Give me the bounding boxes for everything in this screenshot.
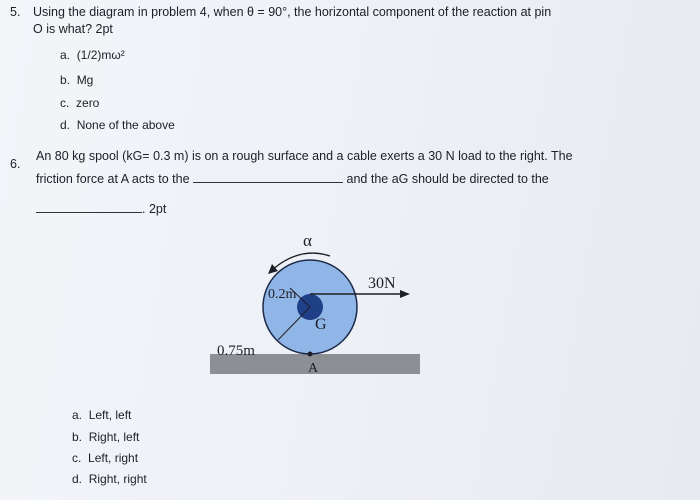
contact-point-A bbox=[308, 352, 313, 357]
option-text: Right, left bbox=[88, 430, 140, 444]
option-text: None of the above bbox=[76, 118, 175, 132]
q6-number: 6. bbox=[10, 157, 21, 171]
q6-option-d[interactable] bbox=[72, 472, 147, 486]
option-text: (1/2)mω² bbox=[76, 48, 125, 62]
q6-option-b[interactable] bbox=[72, 430, 139, 444]
q6-text-line2-start: friction force at A acts to the bbox=[36, 172, 190, 186]
option-letter: c. bbox=[60, 96, 70, 110]
force-arrowhead bbox=[400, 290, 410, 298]
option-letter: d. bbox=[72, 472, 83, 486]
alpha-arrowhead bbox=[268, 264, 278, 274]
q6-text-line2-end: and the aG should be directed to the bbox=[346, 172, 549, 186]
option-text: zero bbox=[76, 96, 100, 110]
q6-option-c[interactable] bbox=[72, 451, 138, 465]
option-text: Left, right bbox=[88, 451, 139, 465]
center-label-G: G bbox=[315, 316, 327, 333]
option-text: Mg bbox=[76, 73, 94, 87]
q6-text-line1: An 80 kg spool (kG= 0.3 m) is on a rough surface and a cable exerts a 30 N load to the right. The bbox=[36, 149, 573, 163]
inner-radius-label: 0.2m bbox=[268, 287, 297, 302]
option-text: Right, right bbox=[88, 472, 147, 486]
q5-text-line1: Using the diagram in problem 4, when θ = 90°, the horizontal component of the reaction at pin bbox=[33, 5, 552, 19]
force-label: 30N bbox=[368, 275, 396, 292]
option-letter: c. bbox=[72, 451, 82, 465]
q6-points: . 2pt bbox=[142, 202, 167, 216]
option-letter: b. bbox=[60, 73, 71, 87]
q5-text-line2: O is what? 2pt bbox=[33, 22, 113, 36]
outer-radius-label: 0.75m bbox=[217, 343, 255, 359]
option-letter: a. bbox=[72, 408, 83, 422]
q5-number: 5. bbox=[10, 5, 21, 19]
option-letter: a. bbox=[60, 48, 71, 62]
contact-label-A: A bbox=[308, 361, 319, 376]
q6-option-a[interactable] bbox=[72, 408, 131, 422]
option-letter: d. bbox=[60, 118, 71, 132]
alpha-label: α bbox=[303, 231, 312, 250]
option-text: Left, left bbox=[88, 408, 132, 422]
option-letter: b. bbox=[72, 430, 83, 444]
